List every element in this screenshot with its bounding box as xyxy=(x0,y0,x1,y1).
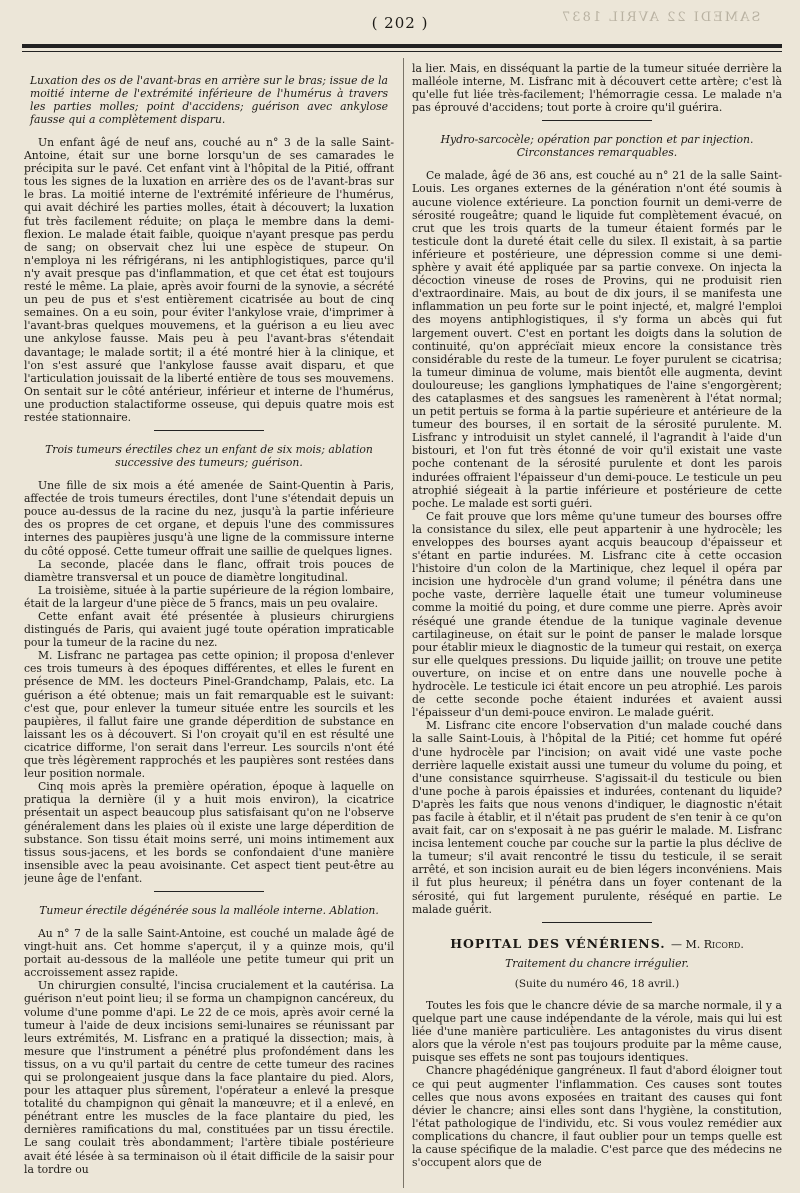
hospital-subtitle: Traitement du chancre irrégulier. xyxy=(505,956,689,970)
separator xyxy=(542,922,652,923)
section-title-tumeurs: Trois tumeurs érectiles chez un enfant de six mois; ablation successive des tumeurs; guérison. xyxy=(45,443,373,470)
paragraph: La troisième, située à la partie supérieure de la région lombaire, était de la largeur d'une pièce de 5 francs, mais un peu ovalaire. xyxy=(24,583,394,610)
paragraph: Cette enfant avait été présentée à plusieurs chirurgiens distingués de Paris, qui avaient jugé toute opération impraticable pour la tumeur de la racine du nez. xyxy=(24,610,394,650)
paragraph: Ce fait prouve que lors même qu'une tumeur des bourses offre la consistance du silex, elle peut appartenir à une hydrocèle; les enveloppes des bourses ayant acquis beaucoup d'épaisseur et s'étant en partie indurées. M. Lisfranc cite à cette occasion l'histoire d'un colon de la Martinique, chez lequel il opéra par incision une hydrocèle d'un grand volume; il pénétra dans une poche vaste, derrière laquelle était une tumeur volumineuse comme la moitié du poing, et dure comme une pierre. Après avoir réséqué une grande étendue de la tunique vaginale devenue cartilagineuse, on était sur le point de panser le malade lorsque pour établir mieux le diagnostic de la tumeur qui restait, on exerça sur elle quelques pressions. Du liquide jaillit; on trouve une petite ouverture, on incise et on entre dans une nouvelle poche à hydrocèle. Le testicule ici était encore un peu atrophié. Les parois de cette seconde poche étaient indurées et avaient aussi l'épaisseur d'un demi-pouce environ. Le malade guérit. xyxy=(412,509,782,720)
section-title-luxation: Luxation des os de l'avant-bras en arrière sur le bras; issue de la moitié interne de l'extrémité inférieure de l'humérus à travers les parties molles; point d'accidens; guérison avec ankylose fausse qui a complètement disparu. xyxy=(30,74,388,126)
paragraph: Au n° 7 de la salle Saint-Antoine, est couché un malade âgé de vingt-huit ans. Cet homme s'aperçut, il y a quinze mois, qu'il portait au-dessous de la malléole une petite tumeur qui prit un accroissement assez rapide. xyxy=(24,926,394,980)
hospital-name: HOPITAL DES VÉNÉRIENS. xyxy=(450,935,666,951)
separator xyxy=(542,120,652,121)
bleed-through-text: SAMEDI 22 AVRIL 1837 xyxy=(559,10,760,25)
hospital-doctor: — M. Ricord. xyxy=(671,937,744,951)
paragraph-continuation: la lier. Mais, en disséquant la partie de la tumeur située derrière la malléole interne, M. Lisfranc mit à découvert cette artère; c'est là qu'elle fut liée très-facilement; l'hémorragie cessa. Le malade n'a pas éprouvé d'accidens; tout porte à croire qu'il guérira. xyxy=(412,62,782,115)
paragraph: Une fille de six mois a été amenée de Saint-Quentin à Paris, affectée de trois tumeurs érectiles, dont l'une s'étendait depuis un pouce au-dessus de la racine du nez, jusqu'à la partie inférieure des os propres de cet organe, et depuis l'une des commissures internes des paupières jusqu'à une ligne de la commissure interne du côté opposé. Cette tumeur offrait une saillie de quelques lignes. xyxy=(24,479,394,558)
separator xyxy=(154,891,264,892)
section-title-malleole: Tumeur érectile dégénérée sous la malléole interne. Ablation. xyxy=(39,903,379,917)
header-rule-thick xyxy=(22,44,782,48)
paragraph: Ce malade, âgé de 36 ans, est couché au n° 21 de la salle Saint-Louis. Les organes externes de la génération n'ont été soumis à aucune violence extérieure. La ponction fournit un demi-verre de sérosité rougeâtre; quand le liquide fut complètement évacué, on crut que les trois quarts de la tumeur étaient formés par le testicule dont la dureté était celle du silex. Il existait, à sa partie inférieure et postérieure, une dépression comme si une demi-sphère y avait été appliquée par sa partie convexe. On injecta la décoction vineuse de roses de Provins, qui ne produisit rien d'extraordinaire. Mais, au bout de dix jours, il se manifesta une inflammation un peu forte sur le point injecté, et, malgré l'emploi des moyens antiphlogistiques, il s'y forma un abcès qui fut largement ouvert. C'est en portant les doigts dans la solution de continuité, qu'on apprécïait mieux encore la consistance très considérable du reste de la tumeur. Le foyer purulent se cicatrisa; la tumeur diminua de volume, mais bientôt elle augmenta, devint douloureuse; les ganglions lymphatiques de l'aine s'engorgèrent; des cataplasmes et des sangsues les ramenèrent à l'état normal; un petit pertuis se forma à la partie supérieure et antérieure de la tumeur des bourses, il en sortait de la sérosité purulente. M. Lisfranc y introduisit un stylet cannelé, il l'agrandit à l'aide d'un bistouri, et l'on fut très étonné de voir qu'il existait une vaste poche contenant de la sérosité purulente et dont les parois indurées offraient l'épaisseur d'un demi-pouce. Le testicule un peu atrophié siégeait à la partie inférieure et postérieure de cette poche. Le malade est sorti guéri. xyxy=(412,169,782,510)
header-rule-thin xyxy=(22,51,782,52)
separator xyxy=(154,430,264,431)
paragraph: La seconde, placée dans le flanc, offrait trois pouces de diamètre transversal et un pouce de diamètre longitudinal. xyxy=(24,557,394,584)
paragraph: Un enfant âgé de neuf ans, couché au n° 3 de la salle Saint-Antoine, était sur une borne lorsqu'un de ses camarades le précipita sur le pavé. Cet enfant vint à l'hôpital de la Pitié, offrant tous les signes de la luxation en arrière des os de l'avant-bras sur le bras. La moitié interne de l'extrémité inférieure de l'humérus, qui avait déchiré les parties molles, était à découvert; la luxation fut très facilement réduite; on plaça le membre dans la demi-flexion. Le malade était faible, quoique n'ayant presque pas perdu de sang; on observait chez lui une espèce de stupeur. On n'employa ni les réfrigérans, ni les antiphlogistiques, parce qu'il n'y avait presque pas d'inflammation, et que cet état est toujours resté le même. La plaie, après avoir fourni de la synovie, a sécrété un peu de pus et s'est entièrement cicatrisée au bout de cinq semaines. On a eu soin, pour éviter l'ankylose vraie, d'imprimer à l'avant-bras quelques mouvemens, et la guérison a eu lieu avec une ankylose fausse. Mais peu à peu l'avant-bras s'étendait davantage; le malade sortit; il a été montré hier à la clinique, et l'on s'est assuré que l'ankylose fausse avait disparu, et que l'articulation jouissait de la liberté entière de tous ses mouvemens. On sentait sur le côté antérieur, inférieur et interne de l'humérus, une production stalactiforme osseuse, qui depuis quatre mois est restée stationnaire. xyxy=(24,136,394,424)
paragraph: Un chirurgien consulté, l'incisa crucialement et la cautérisa. La guérison n'eut point lieu; il se forma un champignon cancéreux, du volume d'une pomme d'api. Le 22 de ce mois, après avoir cerné la tumeur à l'aide de deux incisions semi-lunaires se réunissant par leurs extrémités, M. Lisfranc en a pratiqué la dissection; mais, à mesure que l'instrument a pénétré plus profondément dans les tissus, on a vu qu'il partait du centre de cette tumeur des racines qui se prolongeaient jusque dans la face plantaire du pied. Alors, pour les attaquer plus sûrement, l'opérateur a enlevé la presque totalité du champignon qui gênait la manœuvre; et il a enlevé, en pénétrant entre les muscles de la face plantaire du pied, les dernières ramifications du mal, constituées par un tissu érectile. Le sang coulait très abondamment; l'artère tibiale postérieure avait été lésée à sa terminaison où il était difficile de la saisir pour la tordre ou xyxy=(24,979,394,1176)
section-title-hydro-sarcocele: Hydro-sarcocèle; opération par ponction et par injection. Circonstances remarquables. xyxy=(440,133,754,160)
paragraph: M. Lisfranc ne partagea pas cette opinion; il proposa d'enlever ces trois tumeurs à des époques différentes, et elles le furent en présence de MM. les docteurs Pinel-Grandchamp, Palais, etc. La guérison a été obtenue; mais un fait remarquable est le suivant: c'est que, pour enlever la tumeur située entre les sourcils et les paupières, il fallut faire une grande déperdition de substance en laissant les os à découvert. Si l'on croyait qu'il en est résulté une cicatrice difforme, l'on serait dans l'erreur. Les sourcils n'ont été que très légèrement rapprochés et les paupières sont restées dans leur position normale. xyxy=(24,649,394,781)
left-column xyxy=(24,62,394,1183)
hospital-heading xyxy=(412,937,782,951)
paragraph: Chancre phagédénique gangréneux. Il faut d'abord éloigner tout ce qui peut augmenter l'inflammation. Ces causes sont toutes celles que nous avons exposées en traitant des causes qui font dévier le chancre; ainsi elles sont dans l'hygiène, la constitution, l'état pathologique de l'individu, etc. Si vous voulez remédier aux complications du chancre, il faut oublier pour un temps quelle est la cause spécifique de la maladie. C'est parce que des médecins ne s'occupent alors que de xyxy=(412,1064,782,1170)
paragraph: Cinq mois après la première opération, époque à laquelle on pratiqua la dernière (il y a huit mois environ), la cicatrice présentait un aspect beaucoup plus satisfaisant qu'on ne l'observe généralement dans les plaies où il existe une large déperdition de substance. Son tissu était moins serré, uni moins intimement aux tissus sous-jacens, et les bords se confondaient d'une manière insensible avec la peau avoisinante. Cet aspect tient peut-être au jeune âge de l'enfant. xyxy=(24,780,394,885)
paragraph: Toutes les fois que le chancre dévie de sa marche normale, il y a quelque part une cause indépendante de la vérole, mais qui lui est liée d'une manière particulière. Les antagonistes du virus disent alors que la vérole n'est pas toujours produite par la même cause, puisque ses effets ne sont pas toujours identiques. xyxy=(412,999,782,1065)
right-column xyxy=(412,62,782,1183)
column-divider xyxy=(403,58,404,1188)
paragraph: M. Lisfranc cite encore l'observation d'un malade couché dans la salle Saint-Louis, à l'hôpital de la Pitié; cet homme fut opéré d'une hydrocèle par l'incision; on avait vidé une vaste poche derrière laquelle existait aussi une tumeur du volume du poing, et d'une consistance squirrheuse. S'agissait-il du testicule ou bien d'une poche à parois épaissies et indurées, contenant du liquide? D'après les faits que nous venons d'indiquer, le diagnostic n'était pas facile à établir, et il n'était pas prudent de s'en tenir à ce qu'on avait fait, car on s'exposait à ne pas guérir le malade. M. Lisfranc incisa lentement couche par couche sur la partie la plus déclive de la tumeur; s'il avait rencontré le tissu du testicule, il se serait arrêté, et son incision aurait eu de bien légers inconvéniens. Mais il fut plus heureux; il pénétra dans un foyer contenant de la sérosité, qui fut largement purulente, réséqué en partie. Le malade guérit. xyxy=(412,719,782,916)
page-number: ( 202 ) xyxy=(371,14,429,32)
suite-note: (Suite du numéro 46, 18 avril.) xyxy=(514,977,680,990)
